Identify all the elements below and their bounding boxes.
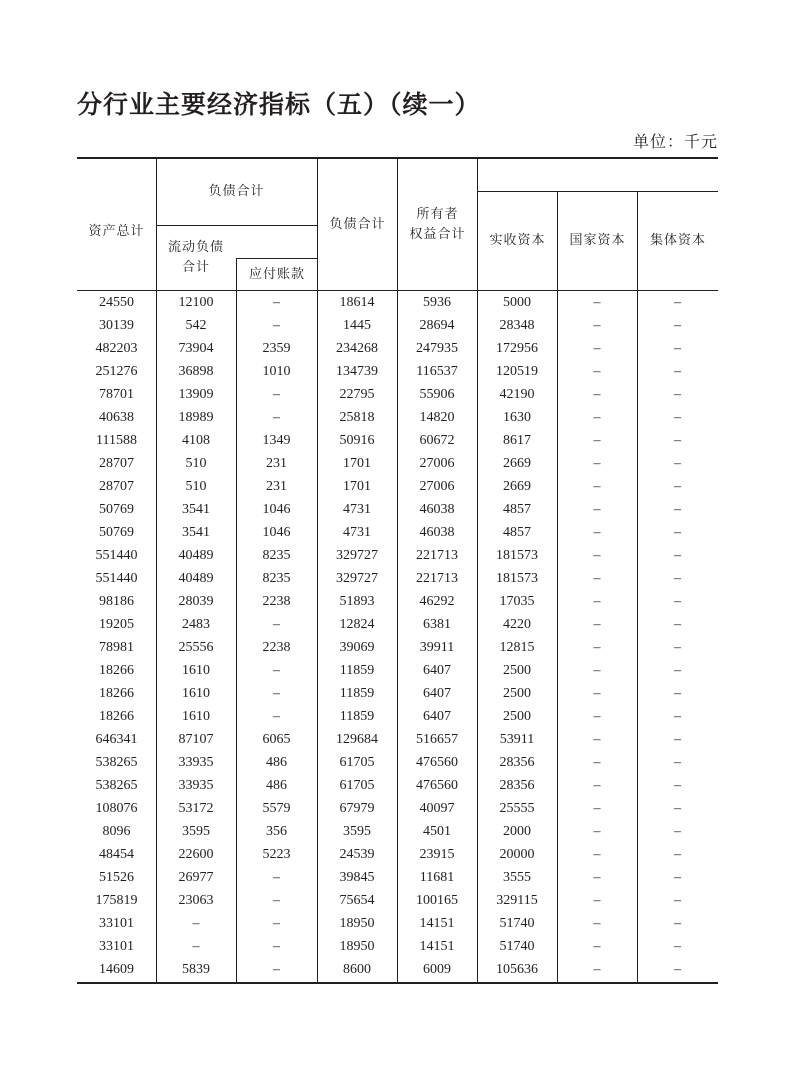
cell-current-liabilities: 1610 (182, 686, 210, 702)
cell-collective-capital: – (674, 870, 681, 886)
cell-owners-equity: 5936 (423, 294, 451, 310)
cell-state-capital: – (593, 916, 601, 932)
table-row (77, 498, 718, 521)
cell-current-liabilities: 22600 (178, 847, 214, 863)
cell-current-liabilities: 5839 (182, 962, 210, 978)
cell-total-assets: 28707 (99, 478, 134, 494)
cell-total-assets: 19205 (99, 616, 134, 632)
cell-current-liabilities: 12100 (178, 294, 214, 310)
cell-current-liabilities: 40489 (178, 547, 214, 563)
cell-owners-equity: 39911 (419, 639, 455, 655)
cell-accounts-payable: 5579 (262, 801, 291, 817)
cell-total-liabilities: 24539 (339, 847, 375, 863)
cell-state-capital: – (593, 340, 601, 356)
cell-total-liabilities: 11859 (339, 709, 375, 725)
cell-state-capital: – (593, 593, 601, 609)
cell-total-liabilities: 129684 (336, 732, 378, 748)
header-total-liabilities: 负债合计 (329, 216, 386, 232)
table-row (77, 729, 718, 752)
cell-total-liabilities: 1445 (343, 317, 371, 333)
cell-collective-capital: – (674, 593, 681, 609)
cell-total-liabilities: 234268 (336, 340, 378, 356)
cell-collective-capital: – (674, 363, 681, 379)
cell-total-assets: 78981 (99, 639, 134, 655)
header-liabilities-group: 负债合计 (208, 184, 265, 199)
cell-current-liabilities: 73904 (178, 340, 214, 356)
cell-collective-capital: – (674, 939, 681, 955)
header-accounts-payable: 应付账款 (248, 266, 305, 282)
cell-accounts-payable: 1010 (262, 363, 291, 379)
cell-owners-equity: 46292 (419, 593, 455, 609)
cell-state-capital: – (593, 663, 601, 679)
cell-owners-equity: 55906 (419, 386, 455, 402)
cell-current-liabilities: 3541 (182, 501, 210, 517)
cell-total-assets: 14609 (99, 962, 134, 978)
cell-accounts-payable: – (273, 663, 280, 679)
cell-owners-equity: 28694 (419, 317, 455, 333)
cell-collective-capital: – (674, 501, 681, 517)
table-row (77, 475, 718, 498)
cell-current-liabilities: 33935 (178, 755, 214, 771)
cell-total-assets: 33101 (99, 916, 134, 932)
cell-collective-capital: – (674, 755, 681, 771)
cell-paid-in-capital: 4857 (503, 524, 531, 540)
cell-accounts-payable: 1349 (262, 432, 291, 448)
cell-total-liabilities: 3595 (343, 824, 371, 840)
cell-state-capital: – (593, 478, 601, 494)
cell-state-capital: – (593, 455, 601, 471)
cell-total-assets: 18266 (99, 663, 134, 679)
table-row (77, 660, 718, 683)
cell-current-liabilities: 36898 (178, 363, 214, 379)
cell-owners-equity: 6407 (423, 709, 451, 725)
header-paid-in-capital: 实收资本 (489, 233, 546, 248)
table-row (77, 567, 718, 590)
cell-owners-equity: 221713 (416, 547, 458, 563)
cell-current-liabilities: 3595 (182, 824, 210, 840)
cell-accounts-payable: 231 (266, 478, 287, 494)
cell-total-assets: 251276 (95, 363, 138, 379)
cell-total-liabilities: 4731 (343, 524, 371, 540)
cell-current-liabilities: – (192, 916, 200, 932)
cell-collective-capital: – (674, 893, 681, 909)
cell-accounts-payable: 8235 (262, 570, 291, 586)
cell-paid-in-capital: 17035 (499, 593, 535, 609)
cell-current-liabilities: 25556 (178, 639, 214, 655)
cell-current-liabilities: 510 (185, 455, 207, 471)
cell-collective-capital: – (674, 386, 681, 402)
cell-current-liabilities: 510 (185, 478, 207, 494)
cell-paid-in-capital: 51740 (499, 939, 535, 955)
cell-collective-capital: – (674, 962, 681, 978)
cell-paid-in-capital: 2500 (503, 663, 531, 679)
cell-total-assets: 30139 (99, 317, 134, 333)
table-row (77, 821, 718, 844)
cell-paid-in-capital: 120519 (496, 363, 538, 379)
cell-owners-equity: 40097 (419, 801, 455, 817)
cell-owners-equity: 27006 (419, 478, 455, 494)
cell-current-liabilities: 1610 (182, 663, 210, 679)
cell-state-capital: – (593, 939, 601, 955)
cell-accounts-payable: – (273, 386, 280, 402)
cell-paid-in-capital: 181573 (496, 547, 538, 563)
cell-total-assets: 646341 (95, 732, 138, 748)
cell-paid-in-capital: 2500 (503, 709, 531, 725)
table-row (77, 867, 718, 890)
table-row (77, 959, 718, 982)
cell-paid-in-capital: 28348 (499, 317, 535, 333)
table-row (77, 452, 718, 475)
cell-collective-capital: – (674, 455, 681, 471)
cell-paid-in-capital: 181573 (496, 570, 538, 586)
cell-owners-equity: 100165 (416, 893, 458, 909)
cell-current-liabilities: 40489 (178, 570, 214, 586)
cell-state-capital: – (593, 317, 601, 333)
cell-accounts-payable: 231 (266, 455, 287, 471)
cell-current-liabilities: 542 (185, 317, 207, 333)
table-row (77, 590, 718, 613)
cell-owners-equity: 476560 (416, 755, 458, 771)
cell-accounts-payable: – (273, 916, 280, 932)
cell-current-liabilities: 18989 (178, 409, 214, 425)
cell-accounts-payable: – (273, 616, 280, 632)
cell-paid-in-capital: 4220 (503, 616, 531, 632)
cell-owners-equity: 14151 (419, 939, 455, 955)
cell-paid-in-capital: 2500 (503, 686, 531, 702)
cell-total-liabilities: 329727 (336, 547, 378, 563)
cell-paid-in-capital: 2000 (503, 824, 531, 840)
header-owners-equity-line1: 所有者 (416, 206, 459, 222)
cell-owners-equity: 60672 (419, 432, 455, 448)
cell-collective-capital: – (674, 686, 681, 702)
cell-collective-capital: – (674, 732, 681, 748)
cell-total-assets: 538265 (95, 778, 138, 794)
cell-current-liabilities: 23063 (178, 893, 214, 909)
cell-accounts-payable: 356 (266, 824, 287, 840)
cell-state-capital: – (593, 386, 601, 402)
cell-current-liabilities: – (192, 939, 200, 955)
cell-paid-in-capital: 2669 (503, 478, 531, 494)
cell-accounts-payable: 2238 (262, 593, 291, 609)
cell-owners-equity: 4501 (423, 824, 451, 840)
table-row (77, 798, 718, 821)
cell-collective-capital: – (674, 340, 681, 356)
cell-owners-equity: 247935 (416, 340, 458, 356)
cell-current-liabilities: 3541 (182, 524, 210, 540)
cell-paid-in-capital: 12815 (499, 639, 535, 655)
cell-accounts-payable: – (273, 709, 280, 725)
table-row (77, 544, 718, 567)
cell-total-assets: 175819 (95, 893, 138, 909)
table-row (77, 406, 718, 429)
cell-collective-capital: – (674, 616, 681, 632)
cell-paid-in-capital: 28356 (499, 755, 535, 771)
cell-paid-in-capital: 42190 (499, 386, 535, 402)
table-row (77, 314, 718, 337)
header-capital-group (478, 159, 718, 191)
cell-owners-equity: 6407 (423, 663, 451, 679)
cell-total-assets: 482203 (95, 340, 138, 356)
cell-owners-equity: 516657 (416, 732, 458, 748)
cell-state-capital: – (593, 870, 601, 886)
cell-current-liabilities: 26977 (178, 870, 214, 886)
cell-owners-equity: 116537 (416, 363, 458, 379)
cell-owners-equity: 27006 (419, 455, 455, 471)
cell-paid-in-capital: 28356 (499, 778, 535, 794)
cell-state-capital: – (593, 801, 601, 817)
table-row (77, 291, 718, 314)
table-row (77, 752, 718, 775)
cell-state-capital: – (593, 547, 601, 563)
cell-total-liabilities: 8600 (343, 962, 371, 978)
cell-accounts-payable: 1046 (262, 524, 291, 540)
cell-state-capital: – (593, 962, 601, 978)
cell-total-liabilities: 39845 (339, 870, 375, 886)
cell-state-capital: – (593, 755, 601, 771)
unit-label: 单位：千元 (632, 132, 718, 151)
cell-state-capital: – (593, 778, 601, 794)
cell-accounts-payable: 1046 (262, 501, 291, 517)
cell-accounts-payable: 6065 (262, 732, 291, 748)
cell-accounts-payable: 5223 (262, 847, 291, 863)
cell-total-assets: 24550 (99, 294, 134, 310)
table-row (77, 360, 718, 383)
cell-total-liabilities: 18950 (339, 939, 375, 955)
cell-total-assets: 18266 (99, 709, 134, 725)
cell-state-capital: – (593, 363, 601, 379)
table-row (77, 775, 718, 798)
cell-total-assets: 538265 (95, 755, 138, 771)
cell-state-capital: – (593, 639, 601, 655)
cell-total-liabilities: 1701 (343, 478, 371, 494)
cell-current-liabilities: 13909 (178, 386, 214, 402)
table-row (77, 383, 718, 406)
cell-collective-capital: – (674, 847, 681, 863)
cell-owners-equity: 23915 (419, 847, 455, 863)
cell-state-capital: – (593, 616, 601, 632)
cell-paid-in-capital: 3555 (503, 870, 531, 886)
cell-owners-equity: 476560 (416, 778, 458, 794)
table-body (77, 291, 718, 982)
cell-accounts-payable: 2359 (262, 340, 291, 356)
cell-owners-equity: 221713 (416, 570, 458, 586)
cell-owners-equity: 6009 (423, 962, 451, 978)
page-title: 分行业主要经济指标（五）（续一） (77, 90, 481, 119)
cell-total-liabilities: 4731 (343, 501, 371, 517)
cell-total-assets: 28707 (99, 455, 134, 471)
cell-current-liabilities: 4108 (182, 432, 210, 448)
cell-state-capital: – (593, 686, 601, 702)
cell-paid-in-capital: 172956 (496, 340, 538, 356)
cell-state-capital: – (593, 709, 601, 725)
cell-collective-capital: – (674, 916, 681, 932)
cell-owners-equity: 46038 (419, 524, 455, 540)
cell-total-liabilities: 11859 (339, 686, 375, 702)
table-row (77, 936, 718, 959)
cell-current-liabilities: 53172 (178, 801, 214, 817)
cell-total-assets: 18266 (99, 686, 134, 702)
cell-owners-equity: 11681 (419, 870, 455, 886)
cell-paid-in-capital: 1630 (503, 409, 531, 425)
cell-collective-capital: – (674, 824, 681, 840)
cell-total-liabilities: 329727 (336, 570, 378, 586)
cell-total-assets: 108076 (95, 801, 138, 817)
header-current-liabilities (156, 226, 236, 290)
data-table (77, 157, 718, 984)
cell-collective-capital: – (674, 524, 681, 540)
table-row (77, 636, 718, 659)
cell-accounts-payable: – (273, 939, 280, 955)
cell-paid-in-capital: 8617 (503, 432, 531, 448)
cell-paid-in-capital: 4857 (503, 501, 531, 517)
cell-total-assets: 8096 (102, 824, 131, 840)
cell-collective-capital: – (674, 294, 681, 310)
cell-collective-capital: – (674, 317, 681, 333)
cell-state-capital: – (593, 524, 601, 540)
cell-accounts-payable: – (273, 870, 280, 886)
cell-total-assets: 111588 (96, 432, 137, 448)
table-bottom-rule (77, 982, 718, 984)
table-row (77, 683, 718, 706)
cell-total-assets: 33101 (99, 939, 134, 955)
cell-state-capital: – (593, 847, 601, 863)
header-current-liabilities-line1: 流动负债 (167, 240, 224, 255)
cell-accounts-payable: – (273, 317, 280, 333)
cell-current-liabilities: 2483 (182, 616, 210, 632)
cell-collective-capital: – (674, 547, 681, 563)
table-row (77, 706, 718, 729)
cell-total-liabilities: 51893 (339, 593, 375, 609)
cell-state-capital: – (593, 570, 601, 586)
cell-total-assets: 551440 (95, 547, 138, 563)
cell-total-liabilities: 67979 (339, 801, 375, 817)
table-row (77, 337, 718, 360)
cell-collective-capital: – (674, 409, 681, 425)
cell-owners-equity: 46038 (419, 501, 455, 517)
cell-accounts-payable: – (273, 686, 280, 702)
cell-total-liabilities: 61705 (339, 755, 375, 771)
cell-total-assets: 50769 (99, 501, 134, 517)
cell-total-liabilities: 1701 (343, 455, 371, 471)
cell-collective-capital: – (674, 709, 681, 725)
cell-accounts-payable: – (273, 409, 280, 425)
cell-owners-equity: 6381 (423, 616, 451, 632)
cell-collective-capital: – (674, 801, 681, 817)
cell-total-assets: 50769 (99, 524, 134, 540)
cell-total-liabilities: 18614 (339, 294, 375, 310)
cell-paid-in-capital: 25555 (499, 801, 535, 817)
cell-total-liabilities: 75654 (339, 893, 375, 909)
cell-total-liabilities: 12824 (339, 616, 375, 632)
cell-total-liabilities: 22795 (339, 386, 375, 402)
cell-current-liabilities: 33935 (178, 778, 214, 794)
cell-total-liabilities: 50916 (339, 432, 375, 448)
cell-accounts-payable: 486 (266, 778, 287, 794)
cell-total-assets: 51526 (99, 870, 134, 886)
header-owners-equity-line2: 权益合计 (409, 226, 466, 242)
cell-paid-in-capital: 2669 (503, 455, 531, 471)
cell-current-liabilities: 28039 (178, 593, 214, 609)
cell-accounts-payable: 486 (266, 755, 287, 771)
cell-total-assets: 98186 (99, 593, 134, 609)
cell-total-assets: 551440 (95, 570, 138, 586)
cell-accounts-payable: 8235 (262, 547, 291, 563)
cell-collective-capital: – (674, 432, 681, 448)
cell-total-assets: 78701 (99, 386, 134, 402)
table-row (77, 844, 718, 867)
cell-state-capital: – (593, 294, 601, 310)
cell-owners-equity: 6407 (423, 686, 451, 702)
cell-accounts-payable: – (273, 962, 280, 978)
cell-state-capital: – (593, 409, 601, 425)
cell-paid-in-capital: 53911 (499, 732, 535, 748)
cell-collective-capital: – (674, 570, 681, 586)
cell-paid-in-capital: 329115 (496, 893, 538, 909)
cell-accounts-payable: 2238 (262, 639, 291, 655)
cell-accounts-payable: – (273, 893, 280, 909)
cell-collective-capital: – (674, 778, 681, 794)
cell-total-liabilities: 11859 (339, 663, 375, 679)
header-total-assets: 资产总计 (88, 224, 145, 239)
header-state-capital: 国家资本 (569, 233, 626, 248)
cell-collective-capital: – (674, 663, 681, 679)
cell-total-liabilities: 134739 (336, 363, 378, 379)
table-row (77, 521, 718, 544)
cell-owners-equity: 14151 (419, 916, 455, 932)
cell-collective-capital: – (674, 478, 681, 494)
cell-state-capital: – (593, 824, 601, 840)
cell-total-liabilities: 39069 (339, 639, 375, 655)
cell-total-liabilities: 18950 (339, 916, 375, 932)
header-current-liabilities-line2: 合计 (181, 260, 210, 275)
cell-paid-in-capital: 105636 (496, 962, 538, 978)
cell-accounts-payable: – (273, 294, 280, 310)
cell-state-capital: – (593, 732, 601, 748)
cell-total-assets: 40638 (99, 409, 134, 425)
cell-state-capital: – (593, 501, 601, 517)
table-row (77, 429, 718, 452)
cell-current-liabilities: 1610 (182, 709, 210, 725)
table-row (77, 613, 718, 636)
cell-owners-equity: 14820 (419, 409, 455, 425)
header-owners-equity (398, 159, 477, 290)
cell-current-liabilities: 87107 (178, 732, 214, 748)
cell-total-assets: 48454 (99, 847, 134, 863)
header-collective-capital: 集体资本 (649, 233, 706, 248)
cell-total-liabilities: 25818 (339, 409, 375, 425)
cell-collective-capital: – (674, 639, 681, 655)
cell-paid-in-capital: 20000 (499, 847, 535, 863)
cell-paid-in-capital: 5000 (503, 294, 531, 310)
cell-paid-in-capital: 51740 (499, 916, 535, 932)
table-row (77, 890, 718, 913)
cell-state-capital: – (593, 432, 601, 448)
table-row (77, 913, 718, 936)
cell-total-liabilities: 61705 (339, 778, 375, 794)
cell-state-capital: – (593, 893, 601, 909)
